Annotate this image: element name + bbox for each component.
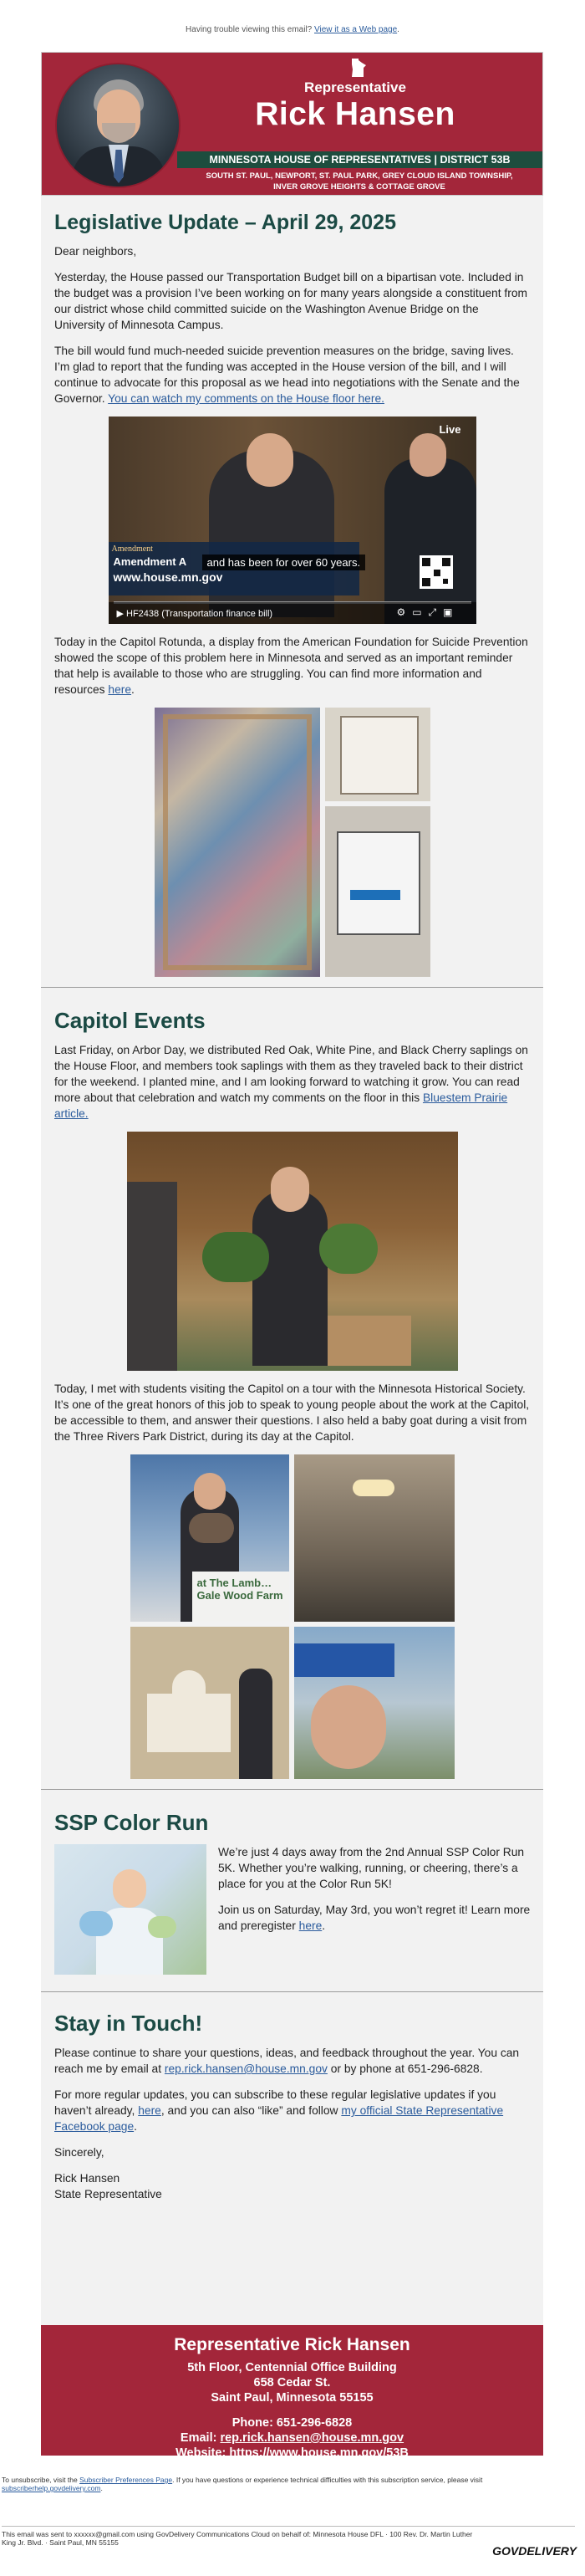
- capitol-model-photo: [130, 1627, 289, 1779]
- ssp-color-run-title: SSP Color Run: [54, 1810, 209, 1835]
- unsubscribe-footer: To unsubscribe, visit the Subscriber Preferences Page. If you have questions or experience technical difficulties with this subscription service, please visit subscriberhelp.govdelivery.com. This email was sent to xxxxxx@gmail.com using GovDelivery Communications Cloud on behalf of: Minnesota House DFL · 100 Rev. Dr. Martin Luther King Jr. Blvd. · Saint Paul, MN 55155: [0, 2476, 585, 2547]
- rotunda-photo-gallery: [155, 708, 430, 977]
- memorial-display-photo: [155, 708, 320, 977]
- arbor-day-photo: [127, 1132, 458, 1371]
- header-name: Rick Hansen: [255, 96, 455, 132]
- bluestem-prairie-link[interactable]: Bluestem Prairie article.: [54, 1091, 508, 1120]
- greeting: Dear neighbors,: [54, 245, 137, 258]
- subscribe-paragraph: For more regular updates, you can subscribe to these regular legislative updates if you haven’t already, here, and you can also “like” and follow my official State Representative Facebook page.: [54, 2088, 504, 2133]
- video-play-icon[interactable]: ▶ HF2438 (Transportation finance bill): [116, 609, 273, 619]
- district-bar: MINNESOTA HOUSE OF REPRESENTATIVES | DISTRICT 53B: [177, 151, 542, 168]
- contact-paragraph: Please continue to share your questions, ideas, and feedback throughout the year. You can reach me by email at rep.rick.hansen@house.mn.gov or by phone at 651-296-6828.: [54, 2047, 520, 2075]
- representative-portrait: [55, 63, 181, 188]
- section-divider: [41, 1991, 543, 1992]
- closing: Sincerely,: [54, 2146, 104, 2159]
- section-divider: [41, 1789, 543, 1790]
- signature: Rick Hansen State Representative: [54, 2172, 162, 2200]
- display-poster-photo: [325, 708, 430, 801]
- house-floor-video-link[interactable]: You can watch my comments on the House floor here.: [108, 392, 384, 405]
- color-run-register-link[interactable]: here: [298, 1919, 323, 1932]
- subscriber-help-link[interactable]: subscriberhelp.govdelivery.com: [2, 2484, 101, 2492]
- selfie-photo: [294, 1627, 455, 1779]
- email-link[interactable]: rep.rick.hansen@house.mn.gov: [164, 2062, 328, 2075]
- students-paragraph: Today, I met with students visiting the Capitol on a tour with the Minnesota Historical Society. It’s one of the great honors of this job to speak to young people about the work at the Capitol, be accessible to them, and answer their questions. I also held a baby goat during a visit from the Three Rivers Park District, during its day at the Capitol.: [54, 1383, 530, 1443]
- capitol-events-title: Capitol Events: [54, 1008, 206, 1033]
- video-controls[interactable]: ⚙▭⤢▣: [396, 606, 460, 618]
- header-rep-label: Representative: [304, 79, 406, 95]
- color-run-paragraph-1: We’re just 4 days away from the 2nd Annual SSP Color Run 5K. Whether you’re walking, running, or cheering, there’s a place for you at the Color Run 5K!: [218, 1846, 525, 1890]
- color-run-photo: [54, 1844, 206, 1975]
- contact-footer: Representative Rick Hansen 5th Floor, Centennial Office Building 658 Cedar St. Saint Paul, Minnesota 55155 Phone: 651-296-6828 Email: rep.rick.hansen@house.mn.gov Website: https://www.house.mn.gov/53B: [41, 2325, 543, 2456]
- footer-phone: Phone: 651-296-6828: [231, 2416, 353, 2430]
- subscribe-link[interactable]: here: [138, 2104, 161, 2117]
- web-view-note: Having trouble viewing this email? View it as a Web page.: [186, 25, 399, 34]
- stay-in-touch-title: Stay in Touch!: [54, 2011, 203, 2036]
- govdelivery-logo: GOVDELIVERY: [492, 2544, 577, 2558]
- baby-goat-photo: [130, 1454, 289, 1622]
- newsletter-header: [41, 52, 543, 196]
- minnesota-state-icon: [349, 58, 368, 78]
- footer-email-link[interactable]: rep.rick.hansen@house.mn.gov: [220, 2431, 404, 2445]
- capitol-visit-gallery: [130, 1454, 455, 1779]
- house-floor-video[interactable]: Live Amendment Amendment A www.house.mn.gov and has been for over 60 years. ▶ HF2438 (Transportation finance bill) ⚙▭⤢▣: [109, 417, 476, 624]
- web-view-link[interactable]: View it as a Web page: [314, 25, 398, 34]
- update-paragraph-2: The bill would fund much-needed suicide prevention measures on the bridge, saving lives. I’m glad to report that the funding was accepted in the House version of the bill, and I will continue to advocate for this proposal as we head into negotiations with the Senate and the Governor. You can watch my comments on the House floor here.: [54, 345, 520, 405]
- section-divider: [41, 987, 543, 988]
- sent-notice: This email was sent to xxxxxx@gmail.com using GovDelivery Communications Cloud on behalf of: Minnesota House DFL · 100 Rev. Dr. Martin Luther King Jr. Blvd. · Saint Paul, MN 55155: [2, 2530, 473, 2547]
- email-body: [41, 52, 543, 2460]
- footer-name: Representative Rick Hansen: [174, 2335, 410, 2354]
- farm-sign: at The Lamb… Gale Wood Farm: [192, 1572, 289, 1622]
- update-title: Legislative Update – April 29, 2025: [54, 211, 396, 234]
- live-badge: Live: [439, 423, 461, 436]
- students-tour-photo: [294, 1454, 455, 1622]
- afsp-resources-link[interactable]: here: [108, 683, 132, 696]
- qr-code-icon: [420, 555, 453, 589]
- video-caption: and has been for over 60 years.: [202, 555, 366, 570]
- arbor-day-paragraph: Last Friday, on Arbor Day, we distributed Red Oak, White Pine, and Black Cherry saplings on the House Floor, and members took saplings with them as they traveled back to their district for the weekend. I planted mine, and I am looking forward to watching it grow. You can read more about that celebration and watch my comments on the floor in this Bluestem Prairie article.: [54, 1044, 528, 1120]
- footer-website-link[interactable]: https://www.house.mn.gov/53B: [229, 2446, 409, 2460]
- facebook-page-link[interactable]: my official State Representative Facebook page: [54, 2104, 504, 2133]
- display-sign-photo: [325, 806, 430, 977]
- district-areas: SOUTH ST. PAUL, NEWPORT, ST. PAUL PARK, GREY CLOUD ISLAND TOWNSHIP, INVER GROVE HEIGHTS & COTTAGE GROVE: [206, 171, 513, 192]
- update-paragraph-1: Yesterday, the House passed our Transportation Budget bill on a bipartisan vote. Included in the budget was a provision I’ve been working on for many years alongside a constituent from our district whose child committed suicide on the Washington Avenue Bridge on the University of Minnesota Campus.: [54, 271, 527, 331]
- color-run-paragraph-2: Join us on Saturday, May 3rd, you won’t regret it! Learn more and preregister here.: [218, 1904, 531, 1932]
- subscriber-preferences-link[interactable]: Subscriber Preferences Page: [79, 2476, 173, 2484]
- rotunda-paragraph: Today in the Capitol Rotunda, a display from the American Foundation for Suicide Prevention showed the scope of this problem here in Minnesota and served as an important reminder that help is available to those who are struggling. You can find more information and resources here.: [54, 636, 528, 696]
